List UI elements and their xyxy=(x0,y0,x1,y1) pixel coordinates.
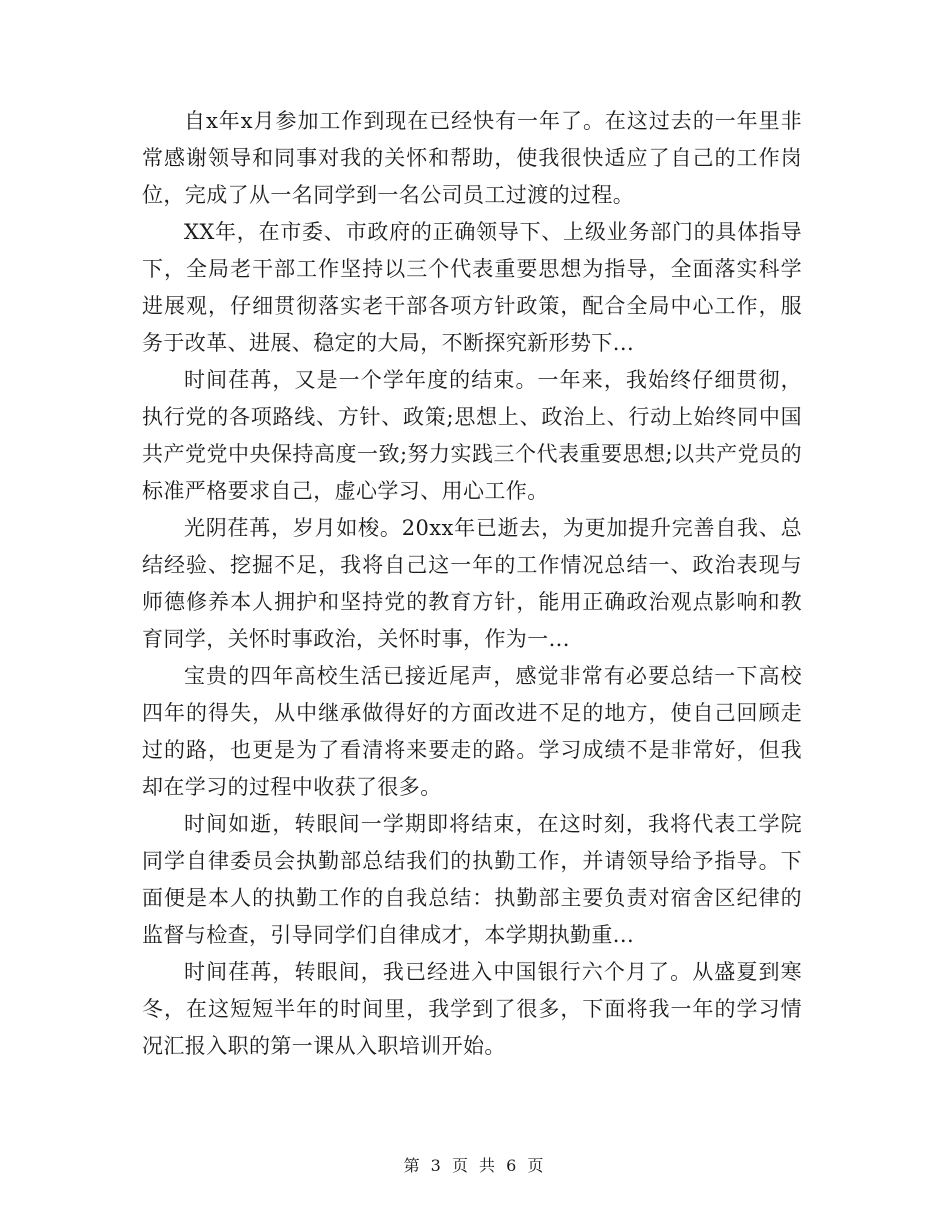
paragraph-6: 时间如逝，转眼间一学期即将结束，在这时刻，我将代表工学院同学自律委员会执勤部总结我们的执勤工作，并请领导给予指导。下面便是本人的执勤工作的自我总结：执勤部主要负责对宿舍区纪律的监督与检查，引导同学们自律成才，本学期执勤重... xyxy=(142,812,802,947)
paragraph-4: 光阴荏苒，岁月如梭。20xx年已逝去，为更加提升完善自我、总结经验、挖掘不足，我将自己这一年的工作情况总结一、政治表现与师德修养本人拥护和坚持党的教育方针，能用正确政治观点影响和教育同学，关怀时事政治，关怀时事，作为一... xyxy=(142,516,802,651)
paragraph-3: 时间荏苒，又是一个学年度的结束。一年来，我始终仔细贯彻，执行党的各项路线、方针、政策;思想上、政治上、行动上始终同中国共产党党中央保持高度一致;努力实践三个代表重要思想;以共产党员的标准严格要求自己，虚心学习、用心工作。 xyxy=(142,368,802,503)
document-body xyxy=(142,103,802,1065)
paragraph-7: 时间荏苒，转眼间，我已经进入中国银行六个月了。从盛夏到寒冬，在这短短半年的时间里，我学到了很多，下面将我一年的学习情况汇报入职的第一课从入职培训开始。 xyxy=(142,960,802,1058)
paragraph-5: 宝贵的四年高校生活已接近尾声，感觉非常有必要总结一下高校四年的得失，从中继承做得好的方面改进不足的地方，使自己回顾走过的路，也更是为了看清将来要走的路。学习成绩不是非常好，但我却在学习的过程中收获了很多。 xyxy=(142,664,802,799)
paragraph-1: 自x年x月参加工作到现在已经快有一年了。在这过去的一年里非常感谢领导和同事对我的关怀和帮助，使我很快适应了自己的工作岗位，完成了从一名同学到一名公司员工过渡的过程。 xyxy=(142,109,802,207)
paragraph-2: XX年，在市委、市政府的正确领导下、上级业务部门的具体指导下，全局老干部工作坚持以三个代表重要思想为指导，全面落实科学进展观，仔细贯彻落实老干部各项方针政策，配合全局中心工作，服务于改革、进展、稳定的大局，不断探究新形势下... xyxy=(142,220,802,355)
page-footer: 第 3 页 共 6 页 xyxy=(403,1156,547,1175)
